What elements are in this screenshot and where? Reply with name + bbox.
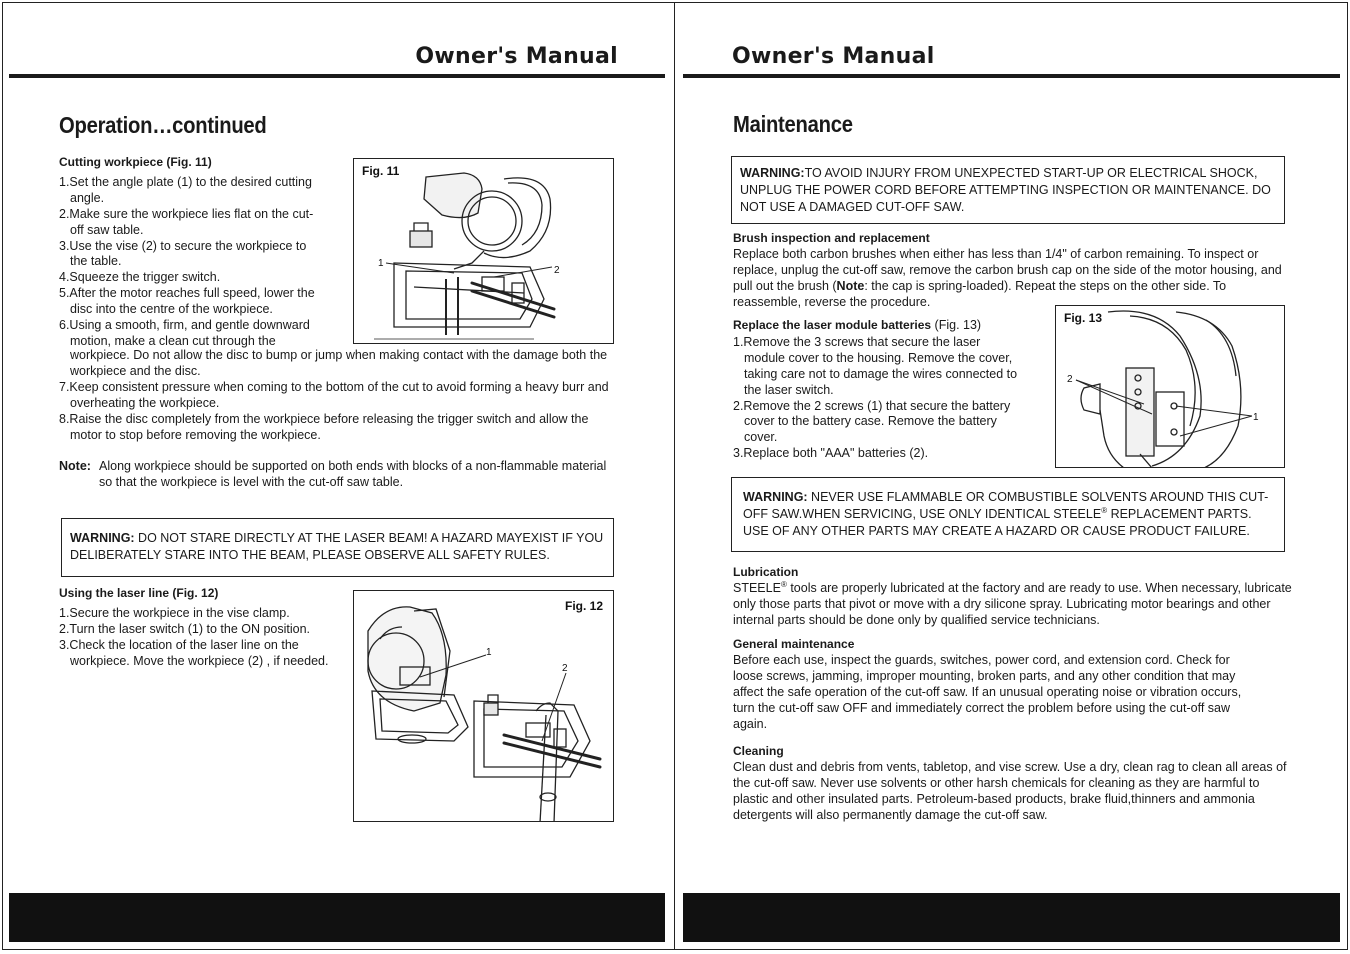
note-label: Note: [59,459,91,473]
laser-batteries-step-3: 3.Replace both "AAA" batteries (2). [733,446,929,461]
warning-label: WARNING: [70,531,135,545]
cutting-title: Cutting workpiece (Fig. 11) [59,155,212,169]
lubrication-section [733,565,1293,629]
figure-12-label: Fig. 12 [564,599,603,613]
saw-illustration-fig11 [354,159,614,344]
figure-12 [353,590,614,822]
general-maintenance-title: General maintenance [733,637,855,651]
brush-title: Brush inspection and replacement [733,231,930,245]
lubrication-title: Lubrication [733,565,799,579]
laser-batteries-title: Replace the laser module batteries [733,318,932,332]
warning-text: TO AVOID INJURY FROM UNEXPECTED START-UP OR ELECTRICAL SHOCK, UNPLUG THE POWER CORD BEFORE ATTEMPTING INSPECTION OR MAINTENANCE. DO NOT USE A DAMAGED CUT-OFF SAW. [740,166,1271,214]
warning-label: WARNING: [740,166,805,180]
figure-11 [353,158,614,344]
cutting-step-1: 1.Set the angle plate (1) to the desired cutting angle. [59,174,312,205]
general-maintenance-text: Before each use, inspect the guards, switches, power cord, and extension cord. Check for loose screws, jamming, improper mounting, broken parts, and any other condition that may affect the safe operation of the cut-off saw. If an unusual operating noise or vibration occurs, turn the cut-off saw OFF and immediately correct the problem before using the cut-off saw again. [733,652,1242,731]
laser-batteries-ref: (Fig. 13) [931,318,982,332]
laser-batteries-step-1: 1.Remove the 3 screws that secure the laser module cover to the housing. Remove the cover, taking care not to damage the wires connected to the laser switch. [733,334,1018,397]
general-maintenance-section [733,637,1253,732]
section-title: Operation…continued [59,112,267,138]
laser-batteries-section [733,318,1023,462]
laser-batteries-title-row [733,318,1023,334]
brush-note-word: Note [836,278,865,293]
note-text: Along workpiece should be supported on both ends with blocks of a non-flammable material so that the workpiece is level with the cut-off saw table. [99,459,607,489]
laser-step-1: 1.Secure the workpiece in the vise clamp. [59,605,290,620]
cleaning-section [733,744,1293,824]
footer-bar [683,893,1340,942]
warning-label: WARNING: [743,490,808,504]
fig11-callout-1: 1 [378,258,384,269]
registered-mark: ® [1101,505,1108,515]
header-rule [9,74,665,78]
fig11-callout-2: 2 [554,265,560,276]
section-title: Maintenance [733,111,853,137]
brush-text: Replace both carbon brushes when either has less than 1/4" of carbon remaining. To inspect or replace, unplug the cut-off saw, remove the carbon brush cap on the side of the motor housing, and pull out the brush (Note: the cap is spring-loaded). Repeat the steps on the other side. To reassemble, reverse the procedure. [733,246,1282,309]
cleaning-text: Clean dust and debris from vents, tabletop, and vise screw. Use a dry, clean rag to clean all areas of the cut-off saw. Never use solvents or other harsh chemicals for cleaning as they are harmful to plastic and other insulated parts. Petroleum-based products, brake fluid,thinners and ammonia detergents will also permanently damage the cut-off saw. [733,759,1287,822]
header-title: Owner's Manual [415,44,618,69]
cutting-step-8: 8.Raise the disc completely from the workpiece before releasing the trigger switch and allow the motor to stop before removing the workpiece. [59,411,589,442]
cutting-section [59,155,319,350]
cutting-step-4: 4.Squeeze the trigger switch. [59,270,221,285]
warning-text: DO NOT STARE DIRECTLY AT THE LASER BEAM! A HAZARD MAYEXIST IF YOU DELIBERATELY STARE INTO THE BEAM, PLEASE OBSERVE ALL SAFETY RULES. [70,531,604,562]
fig13-callout-1: 1 [1253,412,1259,423]
solvents-warning-box: WARNING: NEVER USE FLAMMABLE OR COMBUSTIBLE SOLVENTS AROUND THIS CUT-OFF SAW.WHEN SERVICING, USE ONLY IDENTICAL STEELE® REPLACEMENT PARTS. USE OF ANY OTHER PARTS MAY CREATE A HAZARD OR CAUSE PRODUCT FAILURE. [731,477,1285,552]
cutting-step-7: 7.Keep consistent pressure when coming to the bottom of the cut to avoid forming a heavy burr and overheating the workpiece. [59,379,609,410]
laser-section [59,586,344,670]
header-title: Owner's Manual [732,44,935,69]
fig13-callout-2: 2 [1067,374,1073,385]
laser-batteries-step-2: 2.Remove the 2 screws (1) that secure the battery cover to the battery case. Remove the battery cover. [733,398,1011,445]
cutting-section-cont [59,348,619,443]
fig12-callout-1: 1 [486,647,492,658]
cutting-step-5: 5.After the motor reaches full speed, lower the disc into the centre of the workpiece. [59,286,315,317]
saw-illustration-fig13 [1056,306,1285,468]
lubrication-text: STEELE® tools are properly lubricated at the factory and are ready to use. When necessary, lubricate only those parts that pivot or move with a dry silicone spray. Lubricating motor bearings and other internal parts should be done only by qualified service technicians. [733,579,1292,627]
cleaning-title: Cleaning [733,744,784,758]
right-page [675,0,1349,954]
header-rule [683,74,1340,78]
saw-illustration-fig12 [354,591,614,822]
laser-step-2: 2.Turn the laser switch (1) to the ON position. [59,621,311,636]
figure-11-label: Fig. 11 [362,164,400,178]
cutting-step-6: 6.Using a smooth, firm, and gentle downward motion, make a clean cut through the [59,318,310,348]
figure-13 [1055,305,1285,468]
laser-step-3: 3.Check the location of the laser line on the workpiece. Move the workpiece (2) , if needed. [59,637,329,668]
laser-warning-box [61,518,614,577]
maintenance-warning-box [731,156,1285,224]
cutting-step-2: 2.Make sure the workpiece lies flat on the cut-off saw table. [59,206,314,237]
laser-title: Using the laser line (Fig. 12) [59,586,219,600]
cutting-step-3: 3.Use the vise (2) to secure the workpiece to the table. [59,238,307,269]
cutting-step-6-cont: workpiece. Do not allow the disc to bump or jump when making contact with the damage both the workpiece and the disc. [70,348,608,378]
fig12-callout-2: 2 [562,663,568,674]
note [59,459,619,491]
brush-section [733,231,1293,311]
figure-13-label: Fig. 13 [1064,311,1103,325]
registered-mark: ® [780,579,787,589]
left-page [0,0,674,954]
footer-bar [9,893,665,942]
